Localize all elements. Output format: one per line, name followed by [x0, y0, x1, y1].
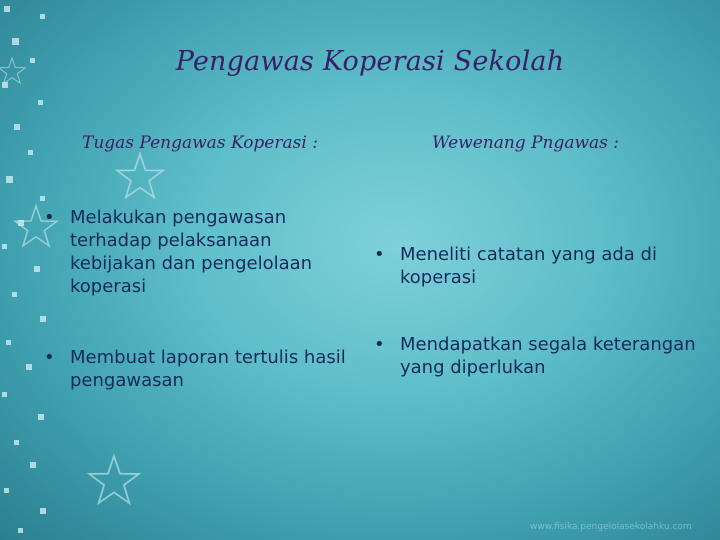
bullet-item: • Meneliti catatan yang ada di koperasi [366, 243, 696, 289]
bullet-item: • Melakukan pengawasan terhadap pelaksanaan kebijakan dan pengelolaan koperasi [36, 206, 346, 298]
right-bullet-list [366, 243, 696, 289]
right-column-heading: Wewenang Pngawas : [432, 133, 620, 153]
right-bullet-list [366, 333, 696, 379]
bullet-item: • Membuat laporan tertulis hasil pengawasan [36, 346, 346, 392]
left-column-heading: Tugas Pengawas Koperasi : [82, 133, 318, 153]
left-bullet-list [36, 346, 346, 392]
bullet-item: • Mendapatkan segala keterangan yang diperlukan [366, 333, 696, 379]
star-icon [89, 456, 138, 503]
left-bullet-list [36, 206, 346, 298]
star-icon [117, 154, 163, 197]
footer-watermark: www.fisika.pengelolasekolahku.com [530, 522, 692, 532]
slide-title: Pengawas Koperasi Sekolah [175, 46, 565, 77]
